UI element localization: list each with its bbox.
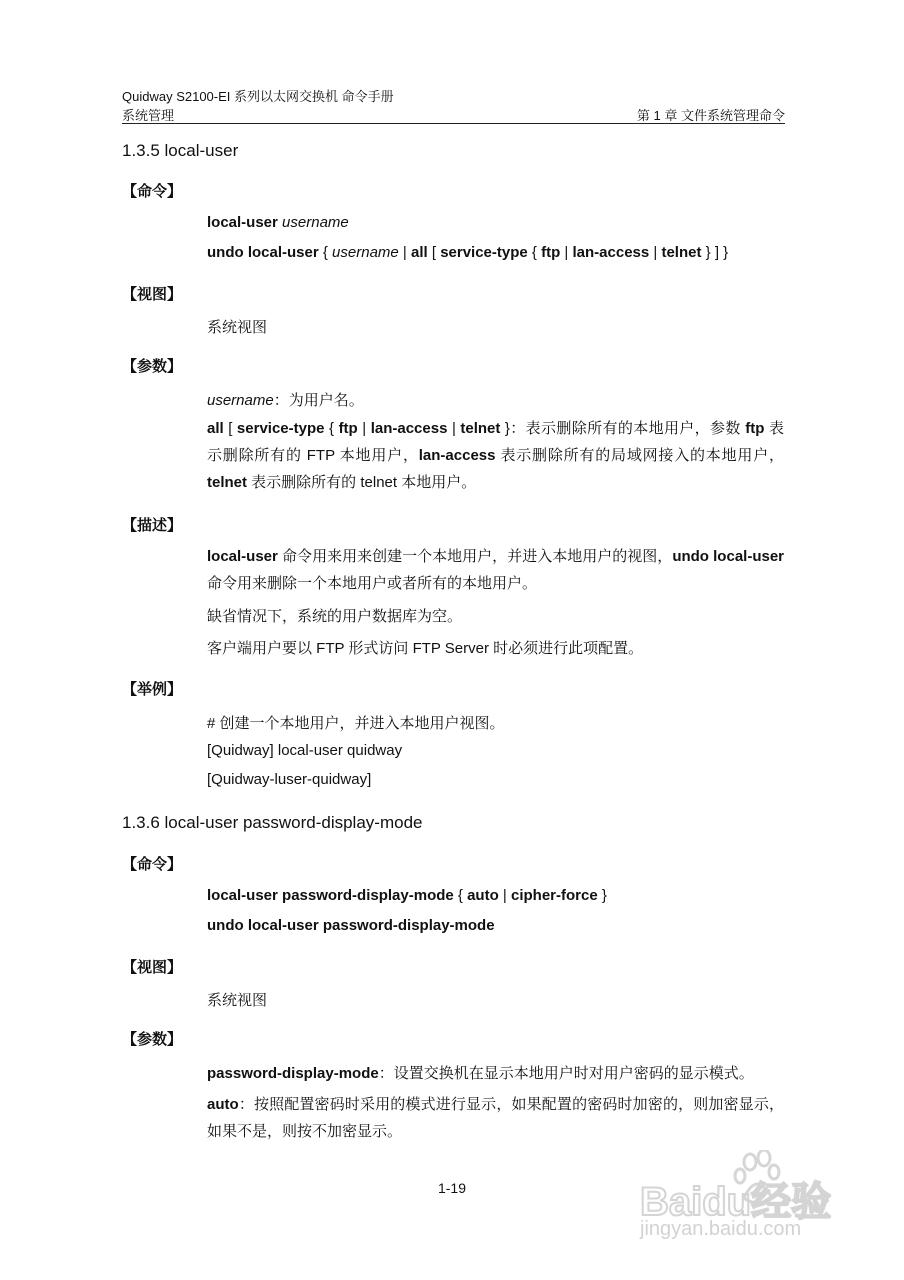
manual-title: Quidway S2100-EI 系列以太网交换机 命令手册: [122, 89, 394, 104]
example-comment: # 创建一个本地用户，并进入本地用户视图。: [207, 715, 505, 732]
description-paragraph: local-user 命令用来用来创建一个本地用户，并进入本地用户的视图，undo local-user 命令用来删除一个本地用户或者所有的本地用户。: [207, 548, 785, 592]
section-name: 系统管理: [122, 108, 175, 123]
command-syntax: local-user username: [207, 214, 349, 231]
example-line-1: [Quidway] local-user quidway: [207, 742, 403, 759]
section-heading-1-3-5: 1.3.5 local-user: [122, 141, 239, 160]
view-label: 【视图】: [122, 286, 183, 303]
command-label: 【命令】: [122, 183, 183, 200]
param-auto: auto：按照配置密码时采用的模式进行显示，如果配置的密码时加密的，则加密显示，如果不是，则按不加密显示。: [207, 1096, 784, 1140]
command-label: 【命令】: [122, 856, 183, 873]
example-label: 【举例】: [122, 681, 183, 698]
baidu-watermark-logo: [640, 1150, 870, 1224]
parameter-label: 【参数】: [122, 1031, 183, 1048]
param-username: username：为用户名。: [207, 392, 364, 409]
undo-command-syntax: undo local-user { username | all [ service-type { ftp | lan-access | telnet } ] }: [207, 244, 729, 261]
page-number: 1-19: [437, 1180, 467, 1196]
param-all: all [ service-type { ftp | lan-access | telnet }：表示删除所有的本地用户，参数 ftp 表示删除所有的 FTP 本地用户，lan-access 表示删除所有的局域网接入的本地用户，telnet 表示删除所有的 telnet 本地用户。: [207, 420, 784, 491]
section-heading-1-3-6: 1.3.6 local-user password-display-mode: [122, 813, 423, 832]
example-line-2: [Quidway-luser-quidway]: [207, 771, 372, 788]
view-value: 系统视图: [207, 992, 268, 1009]
command-syntax: local-user password-display-mode { auto | cipher-force }: [207, 887, 607, 904]
param-password-display-mode: password-display-mode：设置交换机在显示本地用户时对用户密码的显示模式。: [207, 1065, 754, 1082]
view-value: 系统视图: [207, 319, 268, 336]
parameter-label: 【参数】: [122, 358, 183, 375]
description-note: 客户端用户要以 FTP 形式访问 FTP Server 时必须进行此项配置。: [207, 640, 644, 657]
chapter-title: 第 1 章 文件系统管理命令: [636, 108, 785, 123]
watermark-brand: Baidu经验: [640, 1180, 832, 1224]
undo-command-syntax: undo local-user password-display-mode: [207, 917, 495, 934]
view-label: 【视图】: [122, 959, 183, 976]
header-rule: [122, 123, 785, 124]
watermark-url: jingyan.baidu.com: [640, 1218, 802, 1240]
description-default: 缺省情况下，系统的用户数据库为空。: [207, 608, 463, 625]
description-label: 【描述】: [122, 517, 183, 534]
